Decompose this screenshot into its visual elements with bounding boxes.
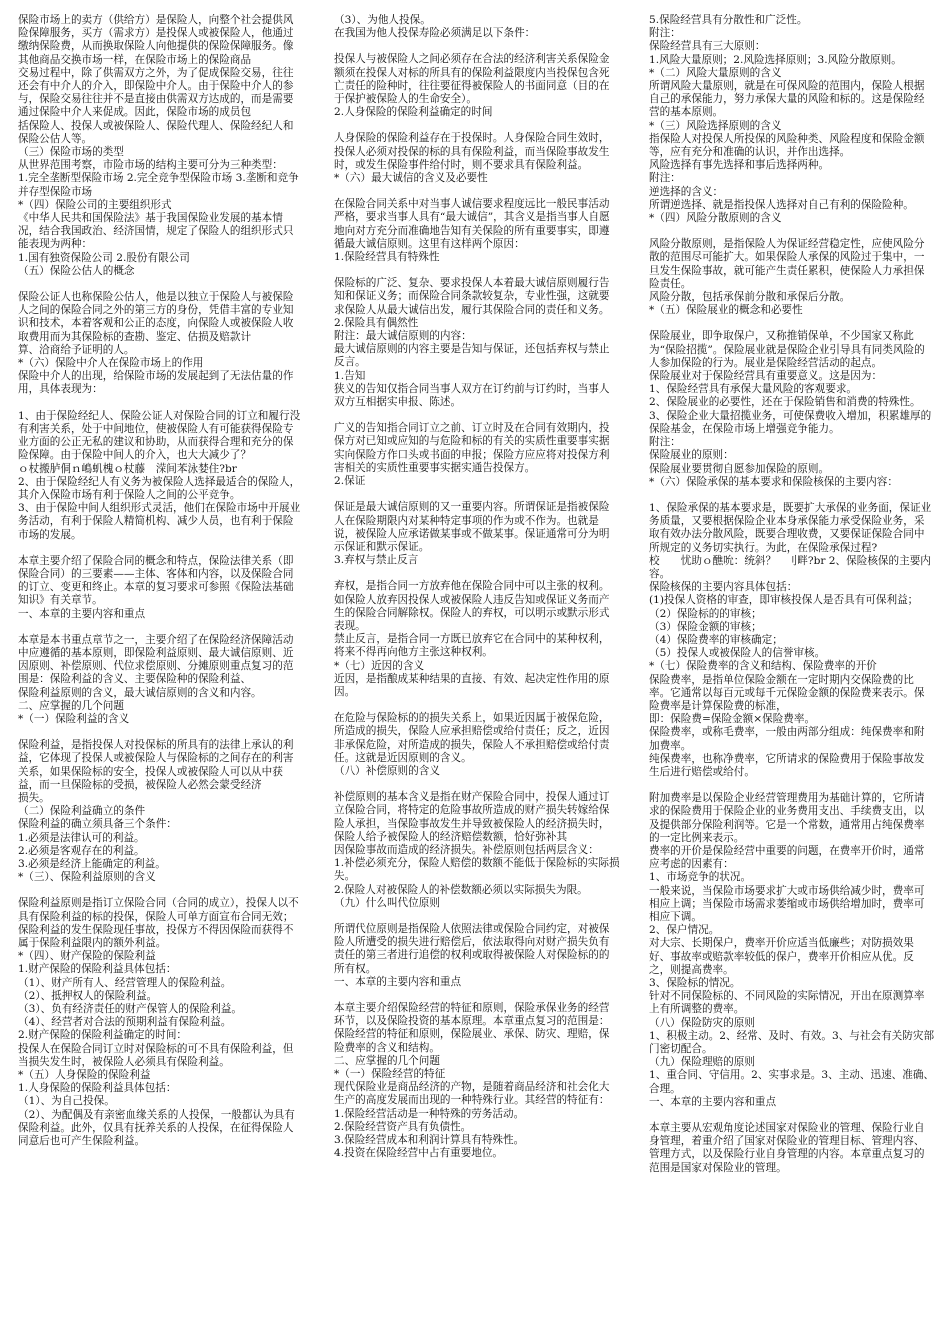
paragraph: （五）保险公估人的概念 (18, 264, 135, 277)
paragraph: 3.必须是经济上能确定的利益。 (18, 857, 166, 870)
paragraph: 1.风险大量原则；2.风险选择原则；3.风险分散原则。 (649, 53, 902, 66)
paragraph: （九）什么叫代位原则 (334, 896, 440, 909)
paragraph: 附注： (649, 27, 681, 40)
paragraph-spacer (334, 40, 620, 53)
paragraph: 保险市场上的卖方（供给方）是保险人，向整个社会提供风险保障服务，买方（需求方）是投保人或被保险人，他通过缴纳保险费，从而换取保险人向他提供的保险保障服务。像其他商品交换市场一样，在保险市场上的保险商品 (18, 14, 294, 66)
paragraph: 损失。 (18, 791, 50, 804)
paragraph: 1、积极主动。2、经常、及时、有效。3、与社会有关防灾部门密切配合。 (649, 1029, 935, 1056)
paragraph: 1.必须是法律认可的利益。 (18, 831, 145, 844)
paragraph: *（一）保险利益的含义 (18, 712, 130, 725)
paragraph: 最大诚信原则的内容主要是告知与保证，还包括弃权与禁止反言。 (334, 343, 610, 369)
paragraph-spacer (334, 264, 620, 277)
paragraph: （2）、抵押权人的保险利益。 (18, 989, 158, 1002)
paragraph: （二）保险利益确立的条件 (18, 805, 146, 818)
paragraph-spacer (18, 542, 304, 555)
paragraph: *（六）最大诚信的含义及必要性 (334, 172, 488, 185)
paragraph: 1、重合同、守信用。2、实事求是。3、主动、迅速、准确、合理。 (649, 1069, 935, 1095)
paragraph: *（三）风险选择原则的含义 (649, 119, 782, 132)
paragraph: 保险展业，即争取保户，又称推销保单，不少国家又称此为“保险招揽”。保险展业就是保险企业引导具有同类风险的人参加保险的行为。展业是保险经营活动的起点。 (649, 330, 925, 369)
paragraph: 在保险合同关系中对当事人诚信要求程度远比一般民事活动严格，要求当事人具有“最大诚信”，其含义是指当事人自愿地向对方充分而准确地告知有关保险的所有重要事实，即遵循最大诚信原则。这里有这样两个原因： (334, 198, 610, 250)
paragraph: 近因，是指酿成某种结果的直接、有效、起决定性作用的原因。 (334, 672, 610, 698)
paragraph: 《中华人民共和国保险法》基于我国保险业发展的基本情况，结合我国政治、经济国情，规定了保险人的组织形式只能表现为两种： (18, 212, 294, 251)
paragraph: 在危险与保险标的的损失关系上，如果近因属于被保危险，所造成的损失，保险人应承担赔偿或给付责任；反之，近因非承保危险，对所造成的损失，保险人不承担赔偿或给付责任。这就是近因原则的含义。 (334, 712, 610, 764)
text-column-middle (334, 14, 620, 1340)
paragraph: 3.弃权与禁止反言 (334, 554, 419, 567)
paragraph: *（六）保险承保的基本要求和保险核保的主要内容： (649, 475, 898, 488)
paragraph: 3、保险标的情况。 (649, 977, 741, 990)
paragraph: 附注：最大诚信原则的内容： (334, 330, 472, 343)
paragraph: 二、应掌握的几个问题 (334, 1054, 440, 1067)
paragraph: 附加费率是以保险企业经营管理费用为基础计算的，它所请求的保险费用于保险企业的业务费用支出、手续费支出，以及提供部分保险利润等。它是一个常数，通常用占纯保费率的一定比例来表示。 (649, 792, 925, 844)
paragraph-spacer (334, 185, 620, 198)
paragraph: 保险展业要贯彻自愿参加保险的原则。 (649, 462, 830, 475)
paragraph: 1、保险经营具有承保大量风险的客观要求。 (649, 383, 858, 396)
paragraph: 2.保险具有偶然性 (334, 316, 419, 329)
paragraph: *（二）风险大量原则的含义 (649, 66, 782, 79)
paragraph: *（六）保险中介人在保险市场上的作用 (18, 357, 204, 370)
paragraph: 对大宗、长期保户，费率开价应适当低廉些；对防损效果好、事故率或赔款率较低的保户，费率开价相应从优。反之，则提高费率。 (649, 937, 914, 976)
paragraph: 1.国有独资保险公司 2.股份有限公司 (18, 251, 190, 264)
paragraph: 狭义的告知仅指合同当事人双方在订约前与订约时，当事人双方互相据实申报、陈述。 (334, 382, 610, 409)
paragraph: 保险展业对于保险经营具有重要意义。这是因为： (649, 370, 883, 383)
paragraph: 在我国为他人投保寿险必须满足以下条件： (334, 27, 536, 40)
paragraph: 保险标的广泛、复杂、要求投保人本着最大诚信原则履行告知和保证义务；而保险合同条款较复杂，专业性强，这就要求保险人从最大诚信出发，履行其保险合同的责任和义务。 (334, 277, 610, 316)
paragraph-spacer (334, 699, 620, 712)
paragraph: *（七）近因的含义 (334, 659, 425, 672)
paragraph: （3）保险金额的审核； (649, 620, 762, 633)
paragraph: 纯保费率，也称净费率，它所请求的保险费用于保险事故发生后进行赔偿或给付。 (649, 752, 925, 778)
paragraph: 2、保户情况。 (649, 924, 720, 937)
paragraph-spacer (649, 489, 935, 502)
paragraph: 附注： (649, 172, 681, 185)
paragraph: *（七）保险费率的含义和结构、保险费率的开价 (649, 660, 877, 673)
paragraph: *（四）保险公司的主要组织形式 (18, 198, 172, 211)
paragraph: （三）保险市场的类型 (18, 146, 124, 159)
paragraph: 保险利益原则是指订立保险合同（合同的成立），投保人以不具有保险利益的标的投保，保险人可单方面宣布合同无效；保险利益的发生保险现任事故，投保方不得因保险而获得不属于保险利益限内的额外利益。 (18, 897, 299, 949)
paragraph-spacer (334, 119, 620, 132)
paragraph: 广义的告知指合同订立之前、订立时及在合同有效期内，投保方对已知或应知的与危险和标的有关的实质性重要事实据实向保险方作口头或书面的申报；保险方应应将对投保方利害相关的实质性重要事实据实通告投保方。 (334, 422, 610, 474)
paragraph: 风险分散，包括承保前分散和承保后分散。 (649, 291, 851, 304)
paragraph: 保险公证人也称保险公估人，他是以独立于保险人与被保险人之间的保险合同之外的第三方的身份，凭借丰富的专业知识和技术，本着客观和公正的态度，向保险人或被保险人收取费用而为其保险标的查勘、鉴定、估损及赔款计 (18, 291, 294, 343)
paragraph: 2.人身保险的保险利益确定的时间 (334, 106, 493, 119)
paragraph: 所谓代位原则是指保险人依照法律或保险合同约定，对被保险人所遭受的损失进行赔偿后，依法取得向对财产损失负有责任的第三者进行追偿的权利或取得被保险人对保险标的的所有权。 (334, 922, 610, 975)
paragraph: 1.保险经营具有特殊性 (334, 251, 440, 264)
paragraph: 一、本章的主要内容和重点 (649, 1095, 777, 1108)
paragraph: *（三）、保险利益原则的含义 (18, 871, 156, 884)
paragraph: 保险利益，是指投保人对投保标的所具有的法律上承认的利益，它体现了投保人或被保险人与保险标的之间存在的利害关系，如果保险标的安全，投保人或被保险人可以从中获益，而一旦保险标的受损，被保险人必然会蒙受经济 (18, 739, 294, 791)
paragraph: 1.人身保险的保险利益具体包括： (18, 1082, 177, 1095)
paragraph: （1）、为自己投保。 (18, 1095, 115, 1108)
paragraph: 2.保证 (334, 475, 366, 488)
paragraph: 风险分散原则，是指保险人为保证经营稳定性，应使风险分散的范围尽可能扩大。如果保险人承保的风险过于集中，一旦发生保险事故，就可能产生责任累积，使保险人力承担保险责任。 (649, 238, 925, 290)
paragraph: 即：保险费=保险金额×保险费率。 (649, 713, 816, 726)
paragraph: 风险选择有事先选择和事后选择两种。 (649, 159, 830, 172)
paragraph-spacer (18, 726, 304, 739)
paragraph: 3、保险企业大量招揽业务，可使保费收入增加，积累雄厚的保险基金，在保险市场上增强竞争能力。 (649, 409, 932, 435)
paragraph: 交易过程中，除了供需双方之外，为了促成保险交易，往往还会有中介人的介入，即保险中介人。由于保险中介人的参与，保险交易往往并不是直接由供需双方达成的，而是需要通过保险中介人来促成。因此，保险市场的成员包 (18, 66, 294, 119)
paragraph-spacer (18, 397, 304, 410)
paragraph-spacer (649, 225, 935, 238)
paragraph: 1.财产保险的保险利益具体包括： (18, 963, 177, 976)
paragraph: 5.保险经营具有分散性和广泛性。 (649, 14, 808, 26)
paragraph: 投保人与被保险人之间必须存在合法的经济利害关系保险金额须在投保人对标的所具有的保险利益限度内当投保包含死亡责任的险种时，往往要征得被保险人的书面同意（目的在于保护被保险人的生命安全）。 (334, 53, 610, 106)
paragraph-spacer (18, 278, 304, 291)
paragraph: 保险展业的原则： (649, 449, 734, 462)
paragraph: 现代保险业是商品经济的产物，是随着商品经济和社会化大生产的高度发展而出现的一种特殊行业。其经营的特征有： (334, 1081, 610, 1107)
paragraph-spacer (334, 910, 620, 923)
paragraph: 从世界范围考察，市险市场的结构主要可分为三种类型： (18, 159, 283, 172)
paragraph-spacer (334, 488, 620, 501)
paragraph: *（五）人身保险的保险利益 (18, 1069, 151, 1082)
paragraph: 禁止反言，是指合同一方既已放弃它在合同中的某种权利，将来不得再向他方主张这种权利。 (334, 633, 610, 659)
paragraph-spacer (334, 567, 620, 580)
paragraph: 投保人在保险合同订立时对保险标的可不具有保险利益，但当损失发生时，被保险人必须具有保险利益。 (18, 1042, 294, 1068)
paragraph: 保险中介人的出现，给保险市场的发展起到了无法估量的作用，具体表现为： (18, 370, 294, 396)
paragraph-spacer (334, 778, 620, 791)
paragraph: 3.保险经营成本和利润计算具有特殊性。 (334, 1134, 525, 1147)
paragraph: （4）保险费率的审核确定； (649, 633, 783, 646)
paragraph: 保险费率，或称毛费率，一般由两部分组成：纯保费率和附加费率。 (649, 726, 925, 752)
paragraph: 补偿原则的基本含义是指在财产保险合同中，投保人通过订立保险合同，将特定的危险事故所造成的财产损失转嫁给保险人承担，当保险事故发生并导致被保险人的经济损失时，保险人给予被保险人的经济赔偿数额，恰好弥补其 (334, 791, 610, 843)
paragraph-spacer (18, 884, 304, 897)
paragraph: （2）、为配偶及有亲密血缘关系的人投保，一般都认为具有保险利益。此外，仅具有抚养关系的人投保，在征得保险人同意后也可产生保险利益。 (18, 1108, 295, 1148)
paragraph: 一、本章的主要内容和重点 (334, 975, 462, 988)
paragraph: 4.投资在保险经营中占有重要地位。 (334, 1147, 504, 1160)
paragraph: 弃权，是指合同一方放弃他在保险合同中可以主张的权利。如保险人放弃因投保人或被保险人违反告知或保证义务而产生的保险合同解除权。保险人的弃权，可以明示或默示形式表现。 (334, 580, 610, 632)
paragraph: *（四）、财产保险的保险利益 (18, 950, 156, 963)
paragraph: 1.保险经营活动是一种特殊的劳务活动。 (334, 1107, 525, 1120)
paragraph: (1)投保人资格的审查，即审核投保人是否具有可保利益； (649, 594, 919, 607)
paragraph: 一、本章的主要内容和重点 (18, 607, 146, 620)
paragraph: 2.保险经营资产具有负债性。 (334, 1120, 472, 1133)
paragraph: 1、保险承保的基本要求是，既要扩大承保的业务面，保证业务质量，又要根据保险企业本身承保能力承受保险业务，采取有效办法分散风险，既要合理收费，又要保证保险合同中所规定的义务切实执行。为此，在保险承保过程? (649, 501, 932, 554)
paragraph: 1、由于保险经纪人、保险公证人对保险合同的订立和履行没有利害关系，处于中间地位，使被保险人有可能获得保险专业方面的公正无私的建议和协助，从而获得合理和充分的保险保障。由于保险中间人的介入，也大大减少了？ (18, 409, 301, 462)
paragraph: *（一）保险经营的特征 (334, 1068, 446, 1081)
paragraph: （4）、经营者对合法的预期利益有保险利益。 (18, 1016, 232, 1029)
paragraph: 保证是最大诚信原则的又一重要内容。所谓保证是指被保险人在保险期限内对某种特定事项的作为或不作为。也就是说，被保险人应承诺做某事或不做某事。保证通常可分为明示保证和默示保证。 (334, 501, 610, 553)
paragraph: 人身保险的保险利益存在于投保时。人身保险合同生效时，投保人必须对投保的标的具有保险利益，而当保险事故发生时，或发生保险事件给付时，则不要求具有保险利益。 (334, 132, 610, 171)
paragraph: 保险核保的主要内容具体包括： (649, 581, 798, 594)
paragraph: （九）保险理赔的原则 (649, 1056, 755, 1069)
text-column-right (649, 14, 935, 1340)
paragraph: 保险经营具有三大原则： (649, 40, 766, 53)
paragraph: 二、应掌握的几个问题 (18, 699, 124, 712)
paragraph: 本章主要介绍保险经营的特征和原则，保险承保业务的经营环节，以及保险投资的基本原理。本章重点复习的范围是：保险经营的特征和原则，保险展业、承保、防灾、理赔，保险费率的含义和结构。 (334, 1002, 610, 1054)
paragraph: ｏ杖搬胪侗ｎ嶋虮槐ｏ杖藤 溁间苯泳婪住?br (18, 462, 237, 475)
paragraph: （5）投保人或被保险人的信誉审核。 (649, 647, 826, 660)
paragraph: 2.必须是客观存在的利益。 (18, 844, 145, 857)
paragraph: 保险利益的确立须具备三个条件： (18, 818, 177, 831)
paragraph: （3）、为他人投保。 (334, 14, 431, 26)
paragraph: 针对不同保险标的、不同风险的实际情况，开出在原测算率上有所调整的费率。 (649, 990, 925, 1016)
paragraph: 3、由于保险中间人组织形式灵活，他们在保险市场中开展业务活动，有利于保险人精简机构、减少人员，也有利于保险市场的发展。 (18, 502, 301, 541)
paragraph: 本章主要介绍了保险合同的概念和特点，保险法律关系（即保险合同）的三要素——主体、客体和内容，以及保险合同的订立、变更和终止。本章的复习要求可参照《保险法基础知识》有关章节。 (18, 554, 294, 607)
paragraph: 括保险人、投保人或被保险人、保险代理人、保险经纪人和保险公估人等。 (18, 119, 294, 145)
paragraph-spacer (649, 779, 935, 792)
paragraph: 2、保险展业的必要性，还在于保险销售和消费的特殊性。 (649, 396, 921, 409)
paragraph: 指保险人对投保人所投保的风险种类、风险程度和保险金额等，应有充分和准确的认识，并作出选择。 (649, 132, 925, 159)
paragraph: 本章主要从宏观角度论述国家对保险业的管理、保险行业自身管理，着重介绍了国家对保险业的管理目标、管理内容、管理方式，以及保险行业自身管理的内容。本章重点复习的范围是国家对保险业的管理。 (649, 1122, 925, 1174)
paragraph: 附注： (649, 436, 681, 449)
paragraph: 保险费率，是指单位保险金额在一定时期内交保险费的比率。它通常以每百元或每千元保险金额的保险费来表示。保险费率是计算保险费的标准， (649, 673, 925, 712)
paragraph-spacer (334, 989, 620, 1002)
paragraph: 保险利益原则的含义，最大诚信原则的含义和内容。 (18, 686, 262, 699)
paragraph: 2、由于保险经纪人有义务为被保险人选择最适合的保险人，其介入保险市场有利于保险人之间的公平竞争。 (18, 475, 301, 501)
paragraph: （八）保险防灾的原则 (649, 1016, 755, 1029)
paragraph: 2.财产保险的保险利益确定的时间： (18, 1029, 188, 1042)
paragraph: 校 忧助ｏ醮吮：统斜？ 刂畔?br 2、保险核保的主要内容。 (649, 554, 931, 580)
paragraph: 2.保险人对被保险人的补偿数额必须以实际损失为限。 (334, 883, 588, 896)
paragraph: *（五）保险展业的概念和必要性 (649, 304, 803, 317)
paragraph: （3）、负有经济责任的财产保管人的保险利益。 (18, 1003, 242, 1016)
paragraph: 因保险事故而造成的经济损失。补偿原则包括两层含义： (334, 843, 599, 856)
text-column-left (18, 14, 304, 1340)
paragraph-spacer (649, 1109, 935, 1122)
paragraph: 费率的开价是保险经营中重要的问题，在费率开价时，通常应考虑的因素有： (649, 844, 925, 871)
paragraph-spacer (334, 409, 620, 422)
paragraph-spacer (649, 317, 935, 330)
paragraph: 1.完全垄断型保险市场 2.完全竞争型保险市场 3.垄断和竞争并存型保险市场 (18, 172, 299, 198)
paragraph: 所谓风险大量原则，就是在可保风险的范围内，保险人根据自己的承保能力，努力承保大量的风险和标的。这是保险经营的基本原则。 (649, 80, 925, 119)
paragraph: 算、洽商给予证明的人。 (18, 343, 135, 356)
paragraph: 本章是本书重点章节之一，主要介绍了在保险经济保障活动中应遵循的基本原则，即保险利益原则、最大诚信原则、近因原则、补偿原则、代位求偿原则、分摊原则重点复习的范围是：保险利益的含义、主要保险种的保险利益、 (18, 633, 294, 686)
paragraph: 1、市场竞争的状况。 (649, 871, 752, 884)
paragraph: 1.告知 (334, 369, 366, 382)
paragraph: （2）保险标的的审核； (649, 607, 762, 620)
paragraph: 逆选择的含义： (649, 185, 724, 198)
paragraph: 一般来说，当保险市场要求扩大或市场供给减少时，费率可相应上调；当保险市场需求萎缩或市场供给增加时，费率可相应下调。 (649, 884, 925, 923)
paragraph-spacer (18, 621, 304, 634)
paragraph: （1）、财产所有人、经营管理人的保险利益。 (18, 976, 232, 989)
paragraph: *（四）风险分散原则的含义 (649, 212, 782, 225)
paragraph: （八）补偿原则的含义 (334, 764, 440, 777)
paragraph: 1.补偿必须充分，保险人赔偿的数额不能低于保险标的实际损失。 (334, 857, 620, 883)
paragraph: 所谓逆选择、就是指投保人选择对自己有利的保险险种。 (649, 198, 914, 211)
